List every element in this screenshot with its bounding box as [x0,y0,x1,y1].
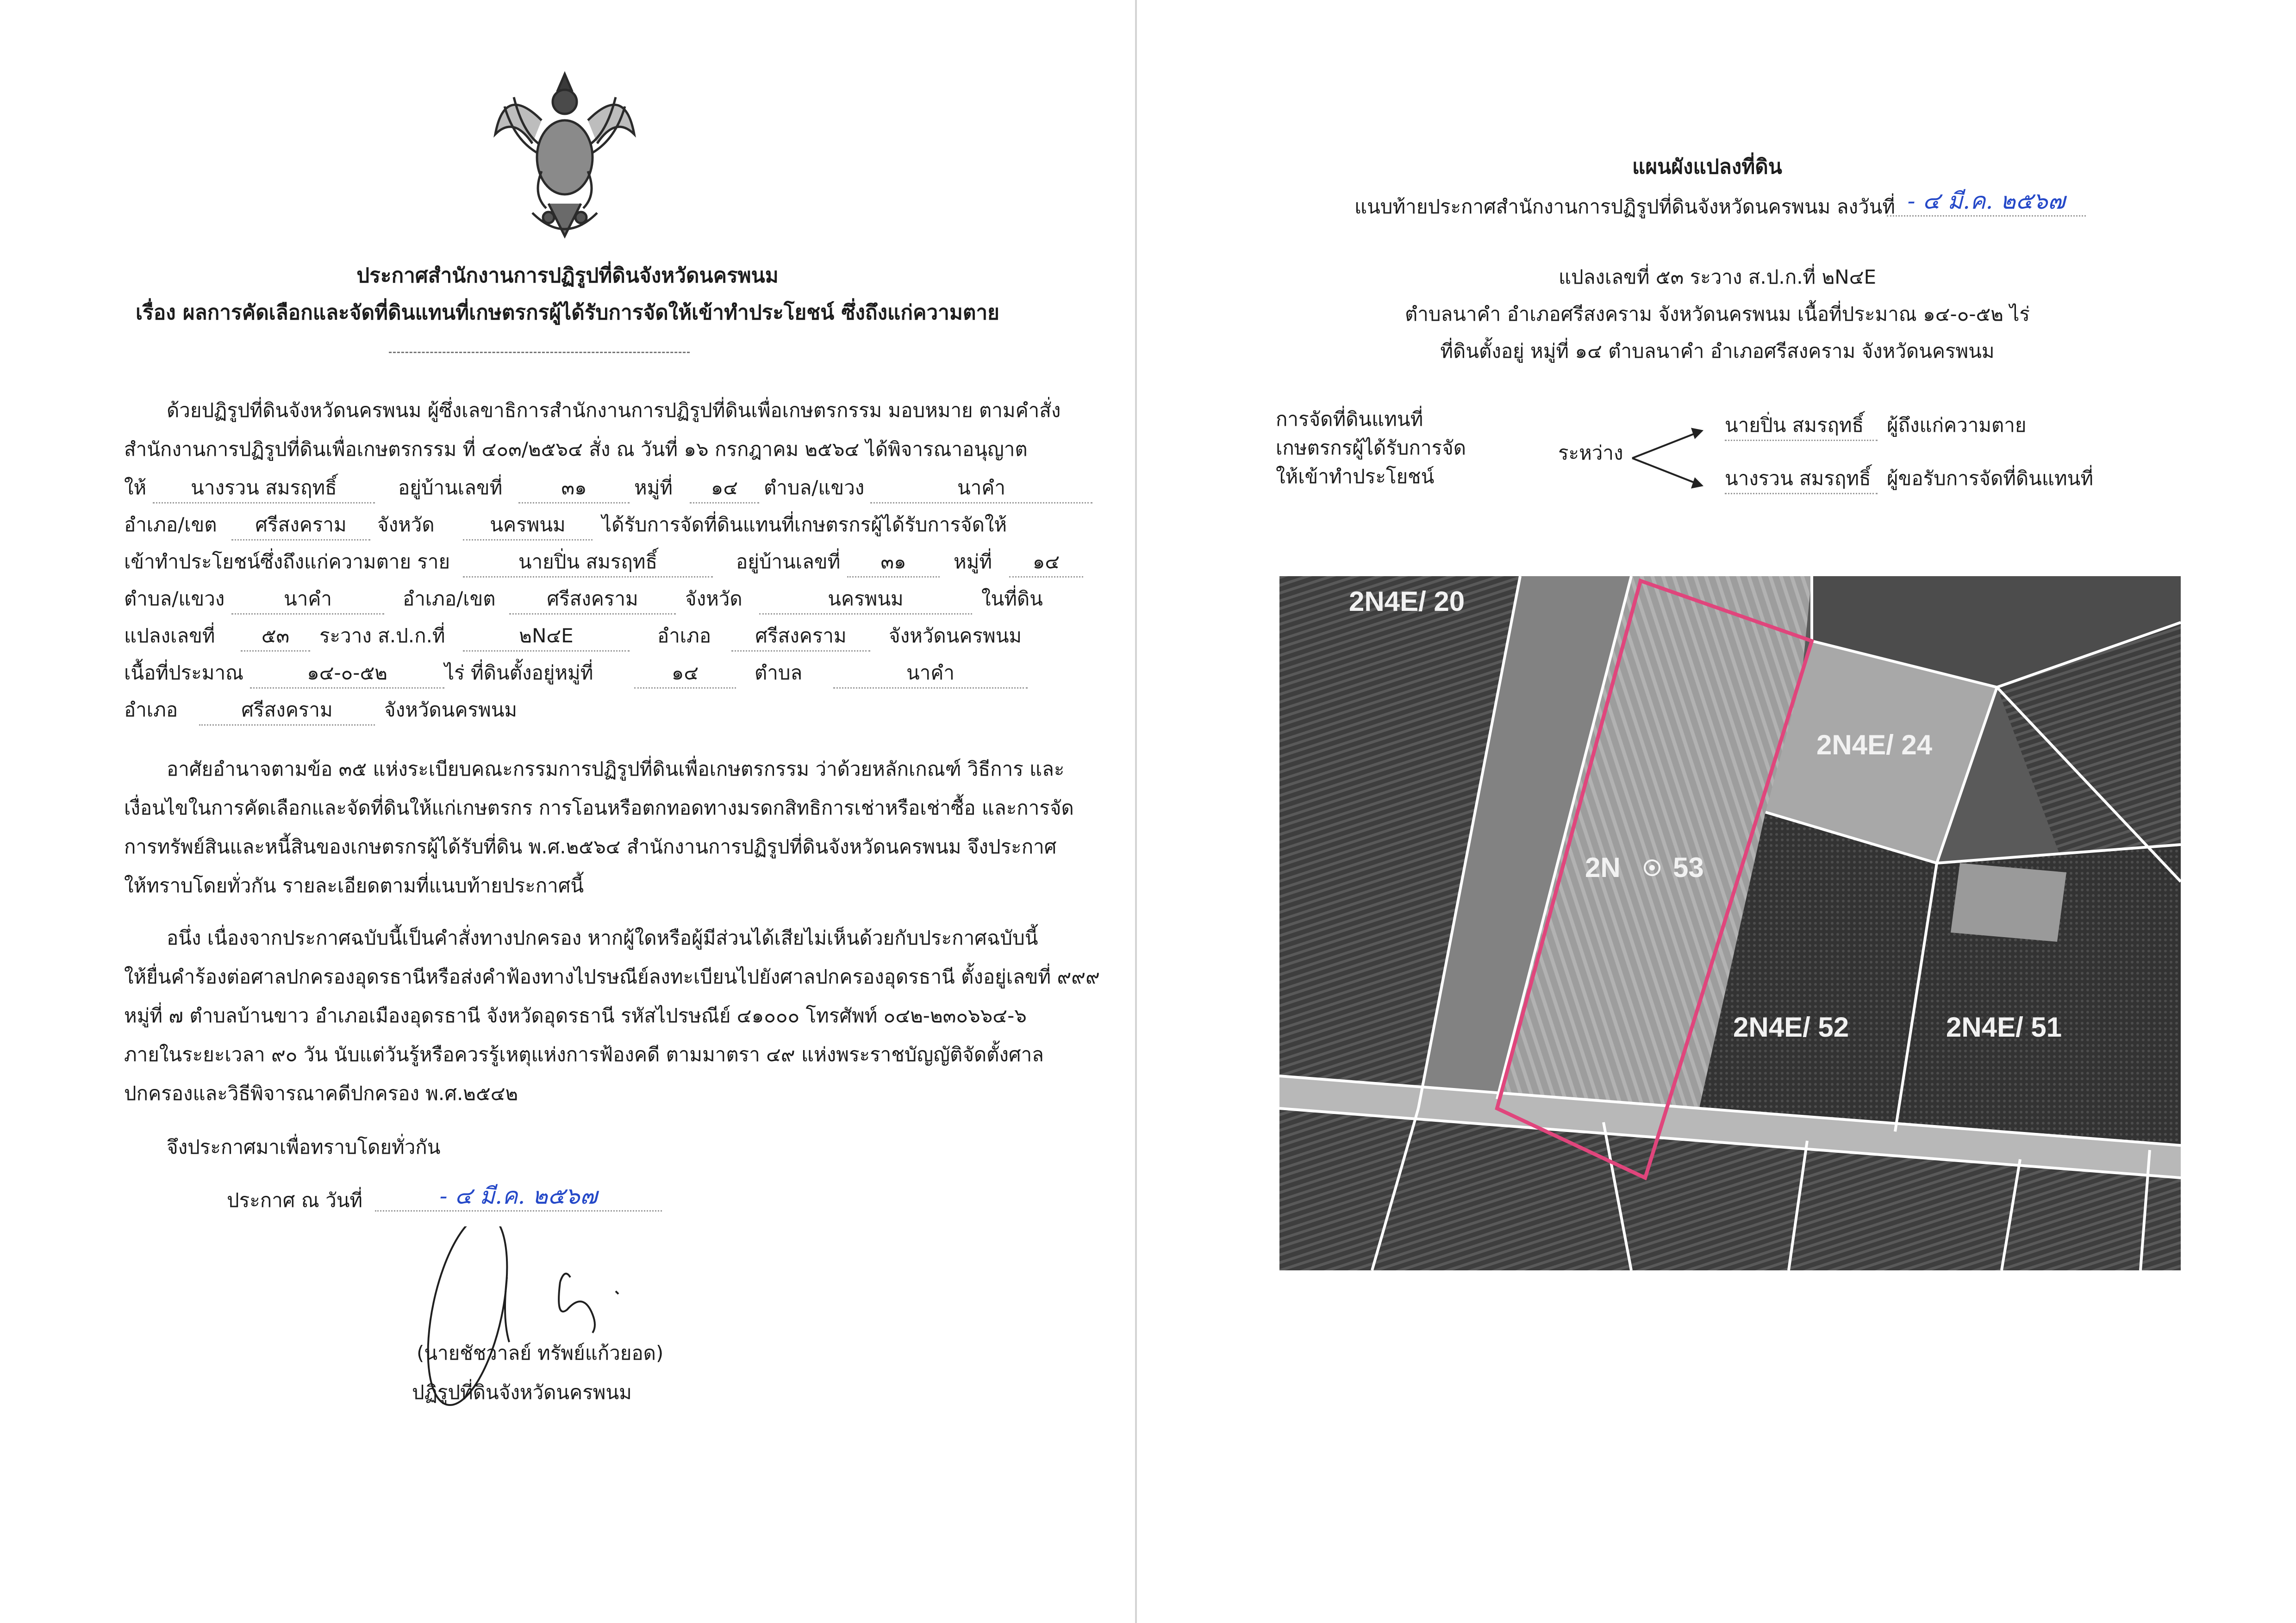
paragraph-2-line-1: อาศัยอำนาจตามข้อ ๓๕ แห่งระเบียบคณะกรรมการปฏิรูปที่ดินเพื่อเกษตรกรรม ว่าด้วยหลักเกณฑ์ วิธีการ และ [167,758,1065,780]
paragraph-3-line-2: ให้ยื่นคำร้องต่อศาลปกครองอุดรธานีหรือส่งคำฟ้องทางไปรษณีย์ลงทะเบียนไปยังศาลปกครองอุดรธานี ตั้งอยู่เลขที่ ๙๙๙ [124,965,1100,988]
branch-arrows-icon [1628,419,1706,497]
label-province-text: จังหวัดนครพนม [889,624,1022,647]
paragraph-2-line-4: ให้ทราบโดยทั่วกัน รายละเอียดตามที่แนบท้ายประกาศนี้ [124,874,584,897]
paragraph-2-line-3: การทรัพย์สินและหนี้สินของเกษตรกรผู้ได้รับที่ดิน พ.ศ.๒๕๖๔ สำนักงานการปฏิรูปที่ดินจังหวัดนครพนม จึงประกาศ [124,835,1057,858]
title-divider [389,352,690,353]
label-tambon: ตำบล [755,661,803,684]
announcement-subject: เรื่อง ผลการคัดเลือกและจัดที่ดินแทนที่เกษตรกรผู้ได้รับการจัดให้เข้าทำประโยชน์ ซึ่งถึงแก่ความตาย [136,301,999,324]
label-moo-2: หมู่ที่ [954,550,992,573]
paragraph-3-line-5: ปกครองและวิธีพิจารณาคดีปกครอง พ.ศ.๒๕๔๒ [124,1082,518,1105]
field-recipient-name: นางรวน สมรฤทธิ์ [153,474,375,504]
allocation-label [1276,405,1466,491]
closing-line: จึงประกาศมาเพื่อทราบโดยทั่วกัน [167,1136,441,1158]
label-province-3: จังหวัดนครพนม [384,698,518,721]
field-province-2: นครพนม [759,585,972,615]
plot-line-3: ที่ดินตั้งอยู่ หมู่ที่ ๑๔ ตำบลนาคำ อำเภอศรีสงคราม จังหวัดนครพนม [1440,340,1995,362]
map-label-plot-24: 2N4E/ 24 [1816,729,1933,760]
field-subdistrict-2: นาคำ [231,585,384,615]
field-moo: ๑๔ [690,474,759,504]
field-moo-3: ๑๔ [634,659,736,689]
field-district-2: ศรีสงคราม [509,585,676,615]
paragraph-3-line-3: หมู่ที่ ๗ ตำบลบ้านขาว อำเภอเมืองอุดรธานี จังหวัดอุดรธานี รหัสไปรษณีย์ ๔๑๐๐๐ โทรศัพท์ ๐๔๒-๒๓๐๖๖๔-๖ [124,1004,1027,1027]
paragraph-2 [124,750,1074,905]
allocation-line-1: การจัดที่ดินแทนที่ [1276,408,1423,430]
signature-icon [407,1226,667,1439]
field-amphoe: ศรีสงคราม [731,622,870,652]
label-deceased: เข้าทำประโยชน์ซึ่งถึงแก่ความตาย ราย [124,550,450,573]
paragraph-1 [124,391,1061,469]
aerial-map-drawing [1279,576,2181,1270]
garuda-emblem-icon [486,65,643,245]
label-plot-no: แปลงเลขที่ [124,624,215,647]
field-province: นครพนม [463,511,593,541]
label-allocation-text: ได้รับการจัดที่ดินแทนที่เกษตรกรผู้ได้รับการจัดให้ [602,513,1007,536]
label-to: ให้ [124,476,147,499]
field-tambon: นาคำ [833,659,1028,689]
field-plot-no: ๕๓ [241,622,310,652]
label-house-no-2: อยู่บ้านเลขที่ [736,550,841,573]
role-applicant: ผู้ขอรับการจัดที่ดินแทนที่ [1887,467,2094,490]
label-province: จังหวัด [377,513,435,536]
field-subdistrict: นาคำ [870,474,1092,504]
person-deceased: นายปิ่น สมรฤทธิ์ [1725,412,1878,441]
label-house-no: อยู่บ้านเลขที่ [398,476,503,499]
between-label: ระหว่าง [1558,442,1623,464]
field-area: ๑๔-๐-๕๒ [250,659,444,689]
map-page-subtitle-date: - ๔ มี.ค. ๒๕๖๗ [1887,187,2086,217]
allocation-line-3: ให้เข้าทำประโยชน์ [1276,465,1435,488]
field-house-no: ๓๑ [518,474,630,504]
person-applicant: นางรวน สมรฤทธิ์ [1725,465,1878,494]
announcement-page [0,0,1135,1623]
field-district: ศรีสงคราม [231,511,370,541]
label-amphoe: อำเภอ [657,624,711,647]
label-amphoe-2: อำเภอ [124,698,178,721]
map-label-plot-53-part1: 2N [1585,852,1621,883]
label-sheet: ระวาง ส.ป.ก.ที่ [319,624,445,647]
label-district-2: อำเภอ/เขต [403,587,496,610]
signer-name: (นายชัชวาลย์ ทรัพย์แก้วยอด) [417,1342,664,1364]
paragraph-3 [124,919,1100,1113]
map-page-title: แผนผังแปลงที่ดิน [1632,155,1782,179]
paragraph-3-line-4: ภายในระยะเวลา ๙๐ วัน นับแต่วันรู้หรือควรรู้เหตุแห่งการฟ้องคดี ตามมาตรา ๔๙ แห่งพระราชบัญญัติจัดตั้งศาล [124,1043,1044,1066]
plot-map-page [1135,0,2296,1623]
announcement-title: ประกาศสำนักงานการปฏิรูปที่ดินจังหวัดนครพนม [356,264,779,287]
label-moo: หมู่ที่ [634,476,673,499]
label-in-land: ในที่ดิน [981,587,1043,610]
map-label-plot-51: 2N4E/ 51 [1946,1012,2062,1043]
allocation-line-2: เกษตรกรผู้ได้รับการจัด [1276,436,1466,459]
map-label-plot-20: 2N4E/ 20 [1349,586,1465,617]
paragraph-3-line-1: อนึ่ง เนื่องจากประกาศฉบับนี้เป็นคำสั่งทางปกครอง หากผู้ใดหรือผู้มีส่วนได้เสียไม่เห็นด้วยกับประกาศฉบับนี้ [167,927,1038,949]
label-province-2: จังหวัด [685,587,742,610]
paragraph-1-line-2: สำนักงานการปฏิรูปที่ดินเพื่อเกษตรกรรม ที่ ๔๐๓/๒๕๖๔ สั่ง ณ วันที่ ๑๖ กรกฎาคม ๒๕๖๔ ได้พิจารณาอนุญาต [124,438,1028,460]
label-subdistrict-2: ตำบล/แขวง [124,587,225,610]
date-label: ประกาศ ณ วันที่ [227,1189,363,1212]
paragraph-2-line-2: เงื่อนไขในการคัดเลือกและจัดที่ดินให้แก่เกษตรกร การโอนหรือตกทอดทางมรดกสิทธิการเช่าหรือเช่าซื้อ และการจัด [124,796,1074,819]
label-subdistrict: ตำบล/แขวง [764,476,865,499]
signer-title: ปฏิรูปที่ดินจังหวัดนครพนม [412,1381,632,1404]
paragraph-1-line-1: ด้วยปฏิรูปที่ดินจังหวัดนครพนม ผู้ซึ่งเลขาธิการสำนักงานการปฏิรูปที่ดินเพื่อเกษตรกรรม มอบหมาย ตามคำสั่ง [167,399,1061,422]
label-district: อำเภอ/เขต [124,513,217,536]
label-rai-location: ไร่ ที่ดินตั้งอยู่หมู่ที่ [444,661,593,684]
field-moo-2: ๑๔ [1009,548,1083,578]
map-label-plot-53-part2: 53 [1673,852,1704,883]
role-deceased: ผู้ถึงแก่ความตาย [1887,414,2027,436]
plot-line-1: แปลงเลขที่ ๕๓ ระวาง ส.ป.ก.ที่ ๒N๔E [1558,266,1877,288]
field-deceased-name: นายปิ่น สมรฤทธิ์ [463,548,713,578]
field-sheet: ๒N๔E [463,622,630,652]
map-label-plot-52: 2N4E/ 52 [1733,1012,1849,1043]
aerial-plot-map [1279,576,2181,1270]
field-house-no-2: ๓๑ [847,548,940,578]
field-amphoe-2: ศรีสงคราม [199,696,375,726]
plot-line-2: ตำบลนาคำ อำเภอศรีสงคราม จังหวัดนครพนม เนื้อที่ประมาณ ๑๔-๐-๕๒ ไร่ [1405,303,2030,325]
label-area: เนื้อที่ประมาณ [124,661,243,684]
date-value: - ๔ มี.ค. ๒๕๖๗ [375,1182,662,1212]
map-page-subtitle: แนบท้ายประกาศสำนักงานการปฏิรูปที่ดินจังหวัดนครพนม ลงวันที่ [1354,195,1895,218]
